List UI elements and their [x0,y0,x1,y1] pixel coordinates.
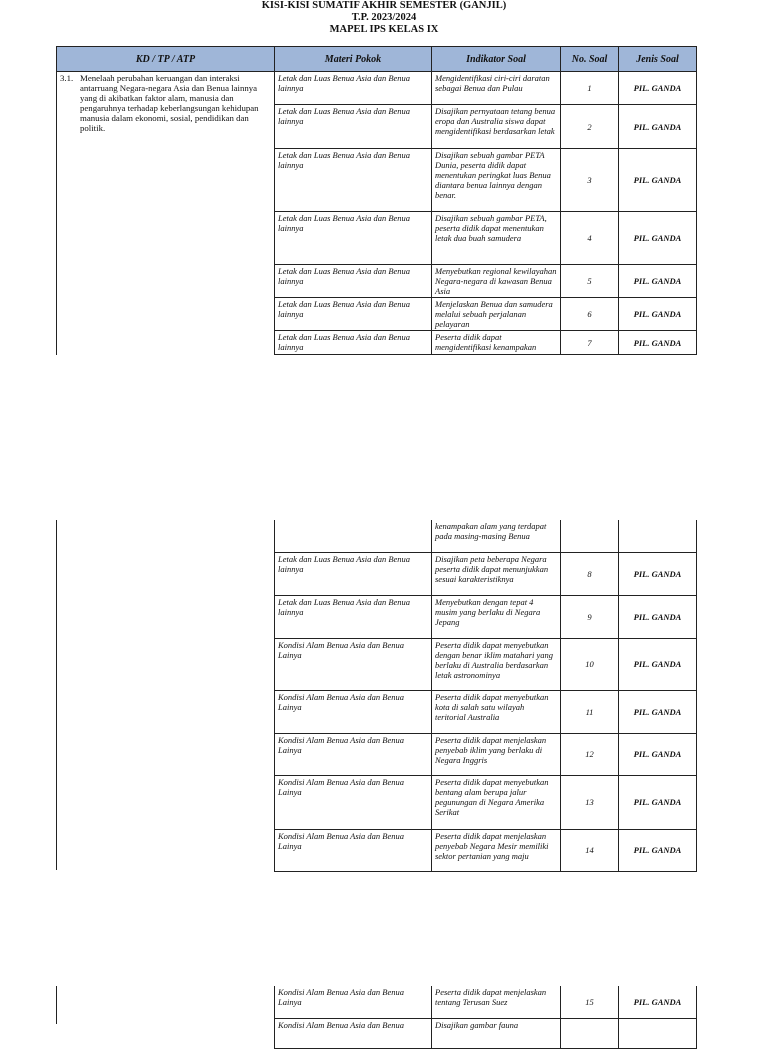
materi-cell: Letak dan Luas Benua Asia dan Benua lainnya [275,265,432,298]
materi-cell: Letak dan Luas Benua Asia dan Benua lainnya [275,331,432,355]
kisi-table-page2 [274,520,697,872]
col-materi-header: Materi Pokok [275,47,432,72]
indikator-cell: Peserta didik dapat menyebutkan bentang alam berupa jalur pegunungan di Negara Amerika Serikat [432,775,561,829]
no-soal-cell: 13 [561,775,619,829]
indikator-cell: Disajikan gambar fauna [432,1018,561,1048]
indikator-cell: Disajikan peta beberapa Negara peserta didik dapat menunjukkan sesuai karakteristiknya [432,552,561,595]
col-indikator-header: Indikator Soal [432,47,561,72]
materi-cell: Letak dan Luas Benua Asia dan Benua lainnya [275,552,432,595]
indikator-cell: Menyebutkan regional kewilayahan Negara-negara di kawasan Benua Asia [432,265,561,298]
kisi-table-page3 [274,986,697,1049]
table-row [275,552,697,595]
jenis-soal-cell [619,520,697,552]
jenis-soal-cell: PIL. GANDA [619,265,697,298]
doc-subject: MAPEL IPS KELAS IX [329,24,439,35]
indikator-cell: Peserta didik dapat menjelaskan tentang Terusan Suez [432,986,561,1018]
table-row [275,1018,697,1048]
materi-cell: Letak dan Luas Benua Asia dan Benua lainnya [275,595,432,638]
no-soal-cell: 12 [561,733,619,775]
indikator-cell: Mengidentifikasi ciri-ciri daratan sebagai Benua dan Pulau [432,72,561,105]
no-soal-cell: 15 [561,986,619,1018]
no-soal-cell: 5 [561,265,619,298]
page3-clip [274,986,698,1030]
indikator-cell: Menyebutkan dengan tepat 4 musim yang berlaku di Negara Jepang [432,595,561,638]
kd-cell [57,72,275,355]
jenis-soal-cell [619,1018,697,1048]
indikator-cell: Disajikan pernyataan tetang benua eropa dan Australia siswa dapat mengidentifikasi berdasarkan letak [432,105,561,149]
no-soal-cell: 11 [561,690,619,733]
jenis-soal-cell: PIL. GANDA [619,733,697,775]
table-header-row [57,47,697,72]
kd-text: Menelaah perubahan keruangan dan interaksi antarruang Negara-negara Asia dan Benua lainnya yang di akibatkan faktor alam, manusia dan pengaruhnya terhadap keberlangsungan kehidupan manusia dalam ekonomi, sosial, pendidikan dan politik. [80,73,259,133]
indikator-cell: Peserta didik dapat menyebutkan kota di salah satu wilayah teritorial Australia [432,690,561,733]
jenis-soal-cell: PIL. GANDA [619,149,697,212]
no-soal-cell [561,1018,619,1048]
indikator-cell: kenampakan alam yang terdapat pada masing-masing Benua [432,520,561,552]
materi-cell: Kondisi Alam Benua Asia dan Benua Lainya [275,733,432,775]
page3-left-border [56,986,57,1024]
table-row [275,520,697,552]
no-soal-cell [561,520,619,552]
no-soal-cell: 2 [561,105,619,149]
materi-cell: Letak dan Luas Benua Asia dan Benua lainnya [275,212,432,265]
indikator-cell: Peserta didik dapat menjelaskan penyebab Negara Mesir memiliki sektor pertanian yang maju [432,829,561,871]
jenis-soal-cell: PIL. GANDA [619,690,697,733]
materi-cell: Letak dan Luas Benua Asia dan Benua lainnya [275,149,432,212]
jenis-soal-cell: PIL. GANDA [619,105,697,149]
indikator-cell: Peserta didik dapat mengidentifikasi kenampakan [432,331,561,355]
materi-cell: Kondisi Alam Benua Asia dan Benua Lainya [275,690,432,733]
materi-cell: Kondisi Alam Benua Asia dan Benua Lainya [275,986,432,1018]
no-soal-cell: 4 [561,212,619,265]
indikator-cell: Disajikan sebuah gambar PETA Dunia, peserta didik dapat menentukan peringkat luas Benua diantara benua lainnya dengan benar. [432,149,561,212]
jenis-soal-cell: PIL. GANDA [619,72,697,105]
jenis-soal-cell: PIL. GANDA [619,331,697,355]
table-row [275,775,697,829]
no-soal-cell: 7 [561,331,619,355]
no-soal-cell: 8 [561,552,619,595]
indikator-cell: Peserta didik dapat menyebutkan dengan benar iklim matahari yang berlaku di Australia berdasarkan letak astronominya [432,638,561,690]
materi-cell [275,520,432,552]
no-soal-cell: 9 [561,595,619,638]
jenis-soal-cell: PIL. GANDA [619,638,697,690]
table-row [275,595,697,638]
table-row [275,638,697,690]
doc-title: KISI-KISI SUMATIF AKHIR SEMESTER (GANJIL) [261,0,507,11]
indikator-cell: Disajikan sebuah gambar PETA, peserta didik dapat menentukan letak dua buah samudera [432,212,561,265]
materi-cell: Letak dan Luas Benua Asia dan Benua lainnya [275,72,432,105]
materi-cell: Letak dan Luas Benua Asia dan Benua lainnya [275,298,432,331]
no-soal-cell: 1 [561,72,619,105]
table-row [275,690,697,733]
page2-left-border [56,520,57,870]
col-no-header: No. Soal [561,47,619,72]
jenis-soal-cell: PIL. GANDA [619,552,697,595]
col-kd-header: KD / TP / ATP [57,47,275,72]
materi-cell: Kondisi Alam Benua Asia dan Benua Lainya [275,638,432,690]
materi-cell: Letak dan Luas Benua Asia dan Benua lainnya [275,105,432,149]
jenis-soal-cell: PIL. GANDA [619,212,697,265]
no-soal-cell: 3 [561,149,619,212]
table-row [275,986,697,1018]
kd-number: 3.1. [60,73,74,83]
kisi-table-page1 [56,46,697,355]
no-soal-cell: 10 [561,638,619,690]
materi-cell: Kondisi Alam Benua Asia dan Benua Lainya [275,829,432,871]
indikator-cell: Peserta didik dapat menjelaskan penyebab iklim yang berlaku di Negara Inggris [432,733,561,775]
jenis-soal-cell: PIL. GANDA [619,829,697,871]
table-row [275,733,697,775]
col-jenis-header: Jenis Soal [619,47,697,72]
table-row [275,829,697,871]
materi-cell: Kondisi Alam Benua Asia dan Benua Lainya [275,775,432,829]
no-soal-cell: 14 [561,829,619,871]
jenis-soal-cell: PIL. GANDA [619,775,697,829]
indikator-cell: Menjelaskan Benua dan samudera melalui sebuah perjalanan pelayaran [432,298,561,331]
table-row [57,72,697,105]
jenis-soal-cell: PIL. GANDA [619,595,697,638]
doc-year: T.P. 2023/2024 [351,12,417,23]
no-soal-cell: 6 [561,298,619,331]
jenis-soal-cell: PIL. GANDA [619,298,697,331]
materi-cell: Kondisi Alam Benua Asia dan Benua [275,1018,432,1048]
jenis-soal-cell: PIL. GANDA [619,986,697,1018]
